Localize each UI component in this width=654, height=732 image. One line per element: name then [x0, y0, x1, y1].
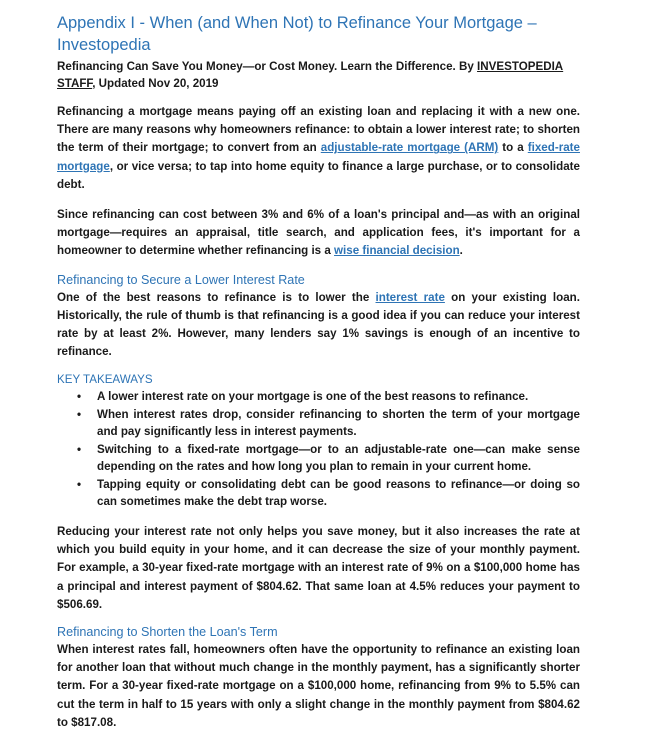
- bullet-icon: •: [77, 407, 82, 421]
- section-heading-lower-rate: Refinancing to Secure a Lower Interest Rate: [57, 272, 305, 287]
- list-item: [57, 388, 580, 406]
- key-takeaways-heading: KEY TAKEAWAYS: [57, 373, 153, 387]
- intro-text-1: Refinancing a mortgage means paying off an existing loan and replacing it with a new one. There are many reasons why homeowners refinance: to obtain a lower interest rate; to shorten the term of their mortgage; to convert from an: [57, 105, 580, 155]
- intro-text-2: to a: [498, 141, 528, 155]
- bullet-icon: •: [77, 442, 82, 456]
- cost-text-2: .: [459, 244, 463, 258]
- shorten-term-paragraph: When interest rates fall, homeowners often have the opportunity to refinance an existing loan for another loan that without much change in the monthly payment, has a significantly shorter term. For a 30-year fixed-rate mortgage on a $100,000 home, refinancing from 9% to 5.5% can cut the term in half to 15 years with only a slight change in the monthly payment from $804.62 to $817.08.: [57, 642, 580, 729]
- link-adjustable-rate-mortgage[interactable]: adjustable-rate mortgage (ARM): [320, 141, 499, 155]
- document-page: [57, 12, 580, 732]
- byline-prefix: Refinancing Can Save You Money—or Cost Money. Learn the Difference. By: [57, 60, 478, 73]
- list-item: [57, 441, 580, 476]
- link-wise-financial-decision[interactable]: wise financial decision: [334, 244, 460, 258]
- byline: [57, 59, 580, 92]
- cost-paragraph: [57, 206, 580, 261]
- bullet-icon: •: [77, 390, 82, 404]
- byline-date: , Updated Nov 20, 2019: [92, 76, 219, 90]
- lower-rate-paragraph: [57, 289, 580, 362]
- lower-rate-text-1: One of the best reasons to refinance is to lower the: [57, 290, 376, 304]
- list-item: [57, 476, 580, 511]
- list-item-text: A lower interest rate on your mortgage is one of the best reasons to refinance.: [97, 390, 529, 404]
- bullet-icon: •: [77, 477, 82, 491]
- section-heading-shorten-term: Refinancing to Shorten the Loan's Term: [57, 624, 278, 639]
- equity-paragraph: Reducing your interest rate not only helps you save money, but it also increases the rate at which you build equity in your home, and it can decrease the size of your monthly payment. For example, a 30-year fixed-rate mortgage with an interest rate of 9% on a $100,000 home has a principal and interest payment of $804.62. That same loan at 4.5% reduces your payment to $506.69.: [57, 524, 580, 611]
- byline-author-link[interactable]: INVESTOPEDIA STAFF: [57, 60, 564, 90]
- list-item: [57, 406, 580, 441]
- cost-text-1: Since refinancing can cost between 3% and 6% of a loan's principal and—as with an original mortgage—requires an appraisal, title search, and application fees, it's important for a homeowner to determine whether refinancing is a: [57, 208, 580, 258]
- intro-text-3: , or vice versa; to tap into home equity to finance a large purchase, or to consolidate debt.: [57, 159, 580, 191]
- list-item-text: Tapping equity or consolidating debt can be good reasons to refinance—or doing so can sometimes make the debt trap worse.: [97, 477, 580, 509]
- lower-rate-text-2: on your existing loan. Historically, the rule of thumb is that refinancing is a good idea if you can reduce your interest rate by at least 2%. However, many lenders say 1% savings is enough of an incentive to refinance.: [57, 290, 580, 359]
- list-item-text: When interest rates drop, consider refinancing to shorten the term of your mortgage and pay significantly less in interest payments.: [97, 407, 580, 439]
- document-title: Appendix I - When (and When Not) to Refinance Your Mortgage – Investopedia: [57, 14, 537, 54]
- intro-paragraph: [57, 103, 580, 194]
- link-fixed-rate-mortgage[interactable]: fixed-rate mortgage: [57, 141, 580, 173]
- link-interest-rate[interactable]: interest rate: [375, 290, 445, 304]
- list-item-text: Switching to a fixed-rate mortgage—or to an adjustable-rate one—can make sense depending on the rates and how long you plan to remain in your current home.: [97, 442, 580, 474]
- key-takeaways-list: [57, 388, 580, 511]
